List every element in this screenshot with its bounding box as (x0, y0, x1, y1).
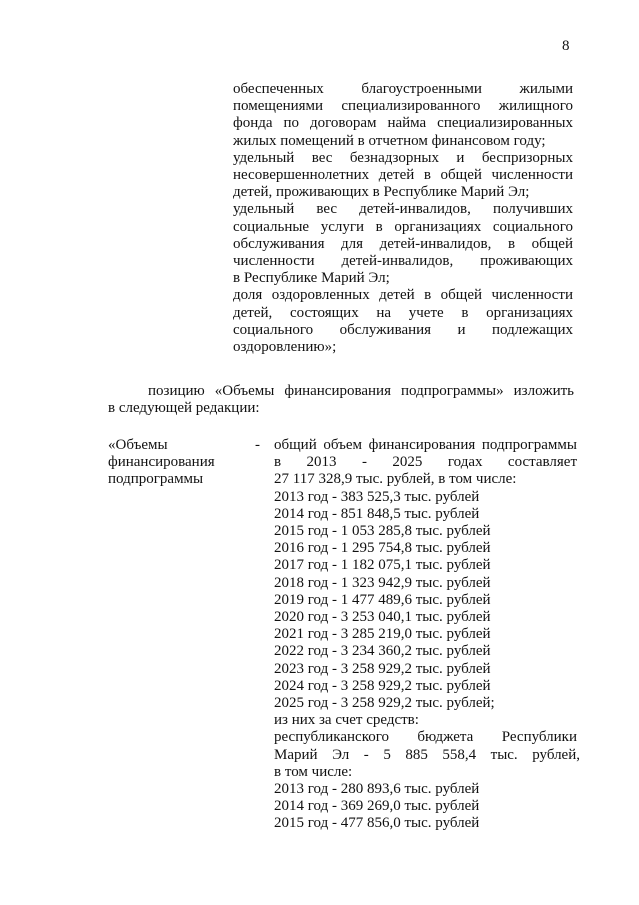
list-line: жилых помещений в отчетном финансовом году; (233, 132, 546, 149)
list-line: социального обслуживания и подлежащих (233, 321, 573, 338)
detail-line: 2014 год - 851 848,5 тыс. рублей (274, 505, 480, 522)
list-line: удельный вес безнадзорных и беспризорных (233, 149, 573, 166)
detail-line: 2023 год - 3 258 929,2 тыс. рублей (274, 660, 491, 677)
separator-dash: - (255, 437, 260, 453)
list-line: удельный вес детей-инвалидов, получивших (233, 201, 573, 218)
detail-line: 2020 год - 3 253 040,1 тыс. рублей (274, 609, 491, 626)
list-line: детей, проживающих в Республике Марий Эл; (233, 184, 530, 201)
financing-details (274, 437, 580, 833)
detail-line: в том числе: (274, 763, 353, 780)
detail-line: 2014 год - 369 269,0 тыс. рублей (274, 798, 480, 815)
financing-label (108, 437, 248, 489)
list-line: детей, состоящих на учете в организациях (233, 304, 573, 321)
detail-line: 2024 год - 3 258 929,2 тыс. рублей (274, 677, 491, 694)
position-instruction (108, 383, 574, 417)
list-line: обслуживания для детей-инвалидов, в общей (233, 235, 573, 252)
detail-line: 2018 год - 1 323 942,9 тыс. рублей (274, 574, 491, 591)
list-line: фонда по договорам найма специализированных (233, 115, 573, 132)
list-line: численности детей-инвалидов, проживающих (233, 253, 573, 270)
list-line: несовершеннолетних детей в общей численности (233, 167, 573, 184)
label-line: подпрограммы (108, 471, 204, 488)
detail-line: 2019 год - 1 477 489,6 тыс. рублей (274, 591, 491, 608)
detail-line: 2015 год - 1 053 285,8 тыс. рублей (274, 523, 491, 540)
detail-line: 2021 год - 3 285 219,0 тыс. рублей (274, 626, 491, 643)
detail-line: 2022 год - 3 234 360,2 тыс. рублей (274, 643, 491, 660)
detail-line: 2013 год - 383 525,3 тыс. рублей (274, 488, 480, 505)
list-line: социальные услуги в организациях социального (233, 218, 573, 235)
detail-line: 27 117 328,9 тыс. рублей, в том числе: (274, 471, 517, 488)
detail-line: республиканского бюджета Республики (274, 729, 577, 746)
detail-line: общий объем финансирования подпрограммы (274, 437, 577, 453)
detail-line: Марий Эл - 5 885 558,4 тыс. рублей, (274, 746, 580, 763)
detail-line: 2025 год - 3 258 929,2 тыс. рублей; (274, 695, 495, 712)
position-line-2: в следующей редакции: (108, 400, 260, 417)
detail-line: 2017 год - 1 182 075,1 тыс. рублей (274, 557, 491, 574)
detail-line: из них за счет средств: (274, 712, 419, 729)
continued-list-block (233, 81, 573, 356)
detail-line: 2016 год - 1 295 754,8 тыс. рублей (274, 540, 491, 557)
detail-line: в 2013 - 2025 годах составляет (274, 454, 577, 471)
page-number: 8 (562, 38, 570, 54)
list-line: обеспеченных благоустроенными жилыми (233, 81, 573, 97)
list-line: оздоровлению»; (233, 339, 337, 356)
list-line: помещениями специализированного жилищного (233, 98, 573, 115)
position-line-1: позицию «Объемы финансирования подпрограммы» изложить (148, 383, 574, 399)
label-line: «Объемы (108, 437, 168, 453)
label-line: финансирования (108, 454, 215, 471)
list-line: доля оздоровленных детей в общей численности (233, 287, 573, 304)
detail-line: 2013 год - 280 893,6 тыс. рублей (274, 781, 480, 798)
detail-line: 2015 год - 477 856,0 тыс. рублей (274, 815, 480, 832)
list-line: в Республике Марий Эл; (233, 270, 390, 287)
